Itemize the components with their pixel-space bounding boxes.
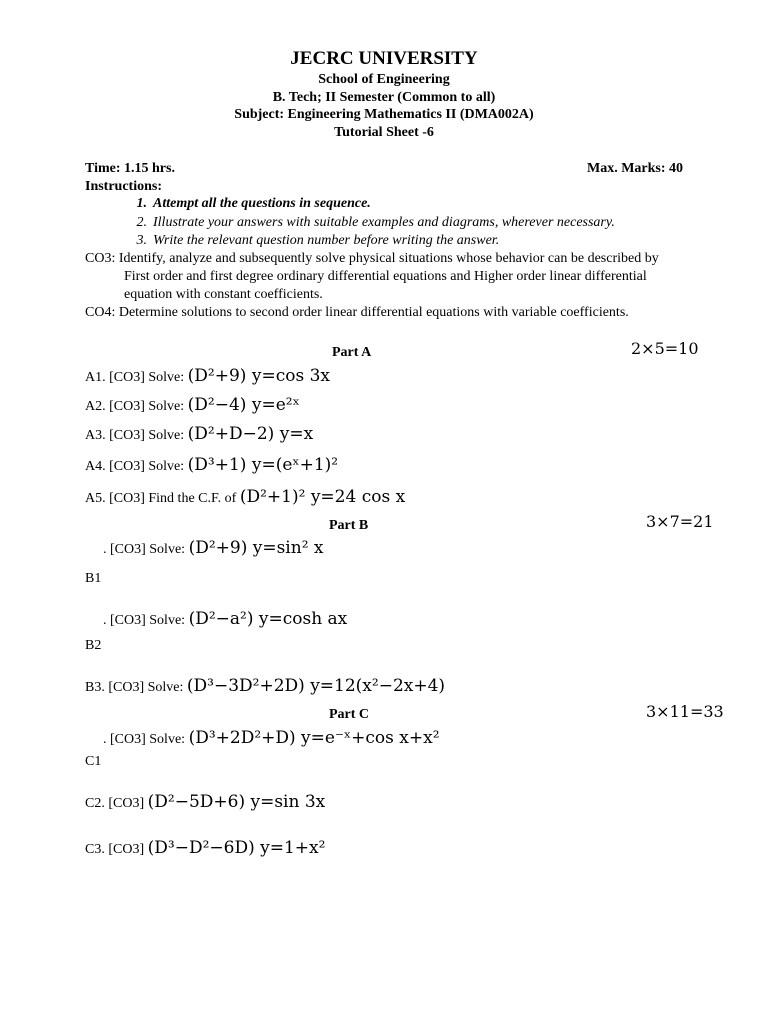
equation: (D²+1)² y=24 cos x (239, 487, 406, 507)
question-a3: A3. [CO3] Solve: (D²+D−2) y=x (85, 424, 314, 444)
question-a4: A4. [CO3] Solve: (D³+1) y=(eˣ+1)² (85, 455, 339, 475)
instruction-item-3: 3. Write the relevant question number before writing the answer. (136, 233, 500, 248)
instruction-item-2: 2. Illustrate your answers with suitable examples and diagrams, wherever necessary. (136, 215, 615, 230)
part-b-marks: 3×7=21 (646, 512, 714, 531)
equation: (D²−5D+6) y=sin 3x (147, 792, 326, 812)
question-c1: . [CO3] Solve: (D³+2D²+D) y=e⁻ˣ+cos x+x² (103, 728, 440, 748)
course-outcome-co4: CO4: Determine solutions to second order linear differential equations with variable coefficients. (85, 305, 629, 320)
instructions-heading: Instructions: (85, 179, 163, 194)
part-a-marks: 2×5=10 (631, 339, 699, 358)
equation: (D²+D−2) y=x (187, 424, 314, 444)
part-c-title: Part C (329, 707, 370, 722)
program-line: B. Tech; II Semester (Common to all) (272, 90, 496, 105)
question-b1-label: B1 (85, 571, 102, 586)
subject-line: Subject: Engineering Mathematics II (DMA002A) (234, 107, 534, 122)
question-a2: A2. [CO3] Solve: (D²−4) y=e²ˣ (85, 395, 300, 415)
equation: (D³−3D²+2D) y=12(x²−2x+4) (186, 676, 446, 696)
part-b-title: Part B (329, 518, 369, 533)
university-title: JECRC UNIVERSITY (290, 48, 478, 69)
question-a1: A1. [CO3] Solve: (D²+9) y=cos 3x (85, 366, 330, 386)
question-a5: A5. [CO3] Find the C.F. of (D²+1)² y=24 cos x (85, 487, 406, 507)
equation: (D²−a²) y=cosh ax (188, 609, 348, 629)
school-name: School of Engineering (318, 72, 450, 87)
part-a-title: Part A (332, 345, 372, 360)
question-c3: C3. [CO3] (D³−D²−6D) y=1+x² (85, 838, 326, 858)
course-outcome-co3: CO3: Identify, analyze and subsequently solve physical situations whose behavior can be described by First order and first degree ordinary differential equations and Higher order linear differential equation with constant coefficients. (85, 251, 659, 302)
question-c1-label: C1 (85, 754, 102, 769)
sheet-title: Tutorial Sheet -6 (334, 125, 434, 140)
max-marks-label: Max. Marks: 40 (587, 161, 684, 176)
equation: (D²+9) y=sin² x (188, 538, 324, 558)
time-label: Time: 1.15 hrs. (85, 161, 175, 176)
equation: (D³+2D²+D) y=e⁻ˣ+cos x+x² (188, 728, 440, 748)
question-c2: C2. [CO3] (D²−5D+6) y=sin 3x (85, 792, 326, 812)
equation: (D²−4) y=e²ˣ (187, 395, 300, 415)
question-b2: . [CO3] Solve: (D²−a²) y=cosh ax (103, 609, 348, 629)
equation: (D²+9) y=cos 3x (187, 366, 330, 386)
part-c-marks: 3×11=33 (646, 702, 724, 721)
equation: (D³+1) y=(eˣ+1)² (187, 455, 339, 475)
equation: (D³−D²−6D) y=1+x² (147, 838, 326, 858)
question-b2-label: B2 (85, 638, 102, 653)
question-b3: B3. [CO3] Solve: (D³−3D²+2D) y=12(x²−2x+4) (85, 676, 446, 696)
instruction-item-1: 1. Attempt all the questions in sequence. (136, 196, 371, 211)
question-b1: . [CO3] Solve: (D²+9) y=sin² x (103, 538, 324, 558)
